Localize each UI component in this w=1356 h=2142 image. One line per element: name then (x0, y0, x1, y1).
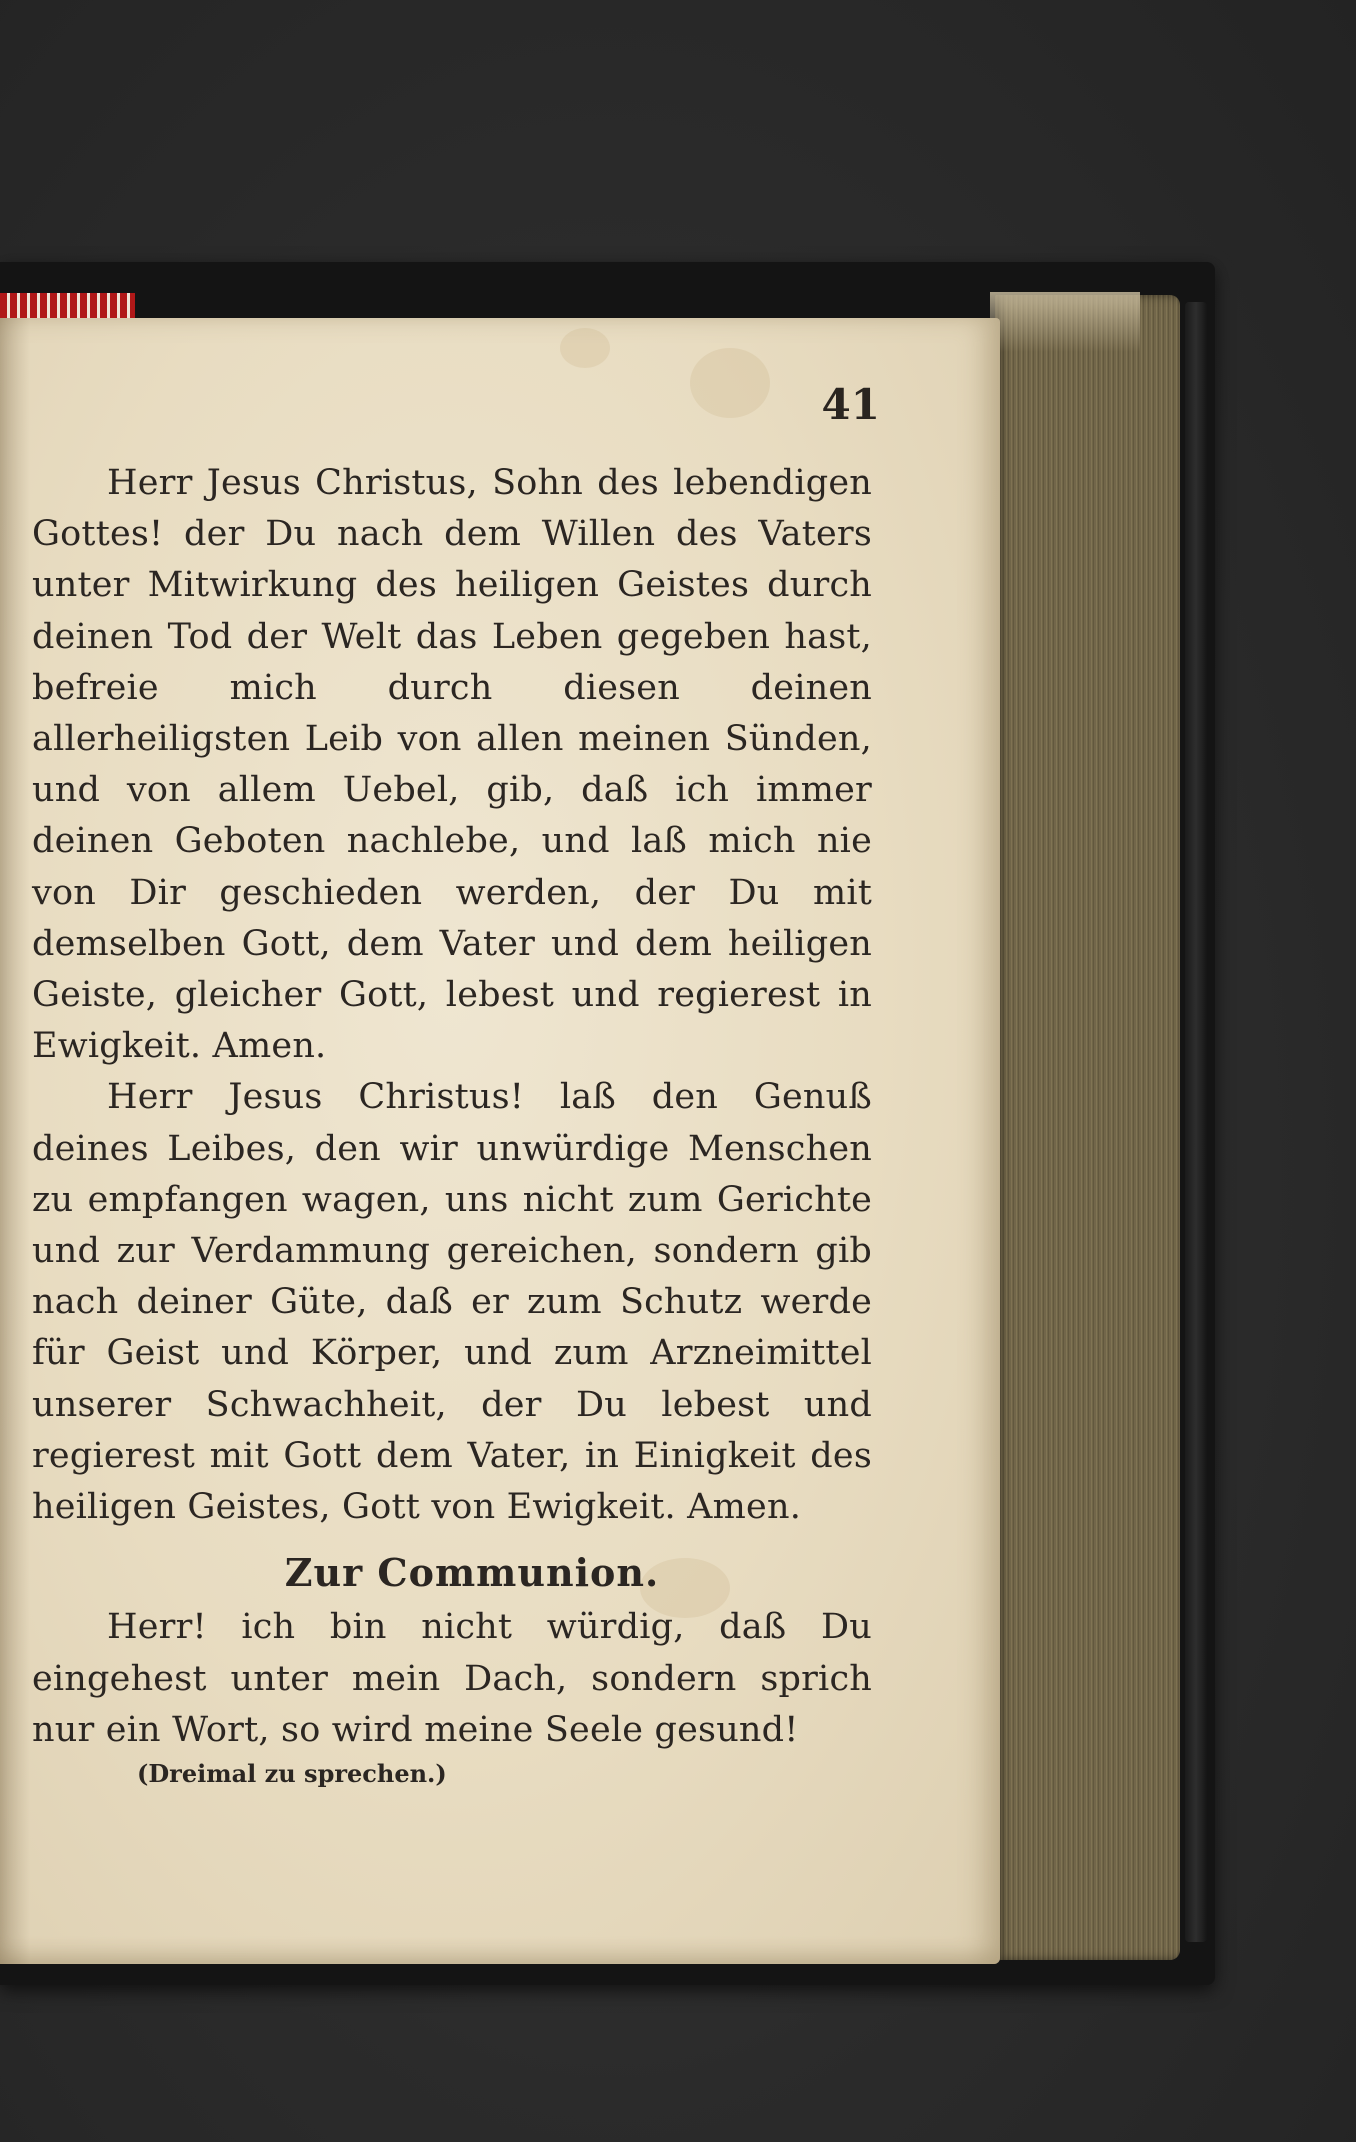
page-text (32, 458, 872, 1790)
prayer-paragraph: Herr Jesus Christus, Sohn des lebendigen Gottes! der Du nach dem Willen des Vaters unter Mitwirkung des heiligen Geistes durch deinen Tod der Welt das Leben gegeben hast, befreie mich durch diesen deinen allerheiligsten Leib von allen meinen Sünden, und von allem Uebel, gib, daß ich immer deinen Geboten nachlebe, und laß mich nie von Dir geschieden werden, der Du mit demselben Gott, dem Vater und dem heiligen Geiste, gleicher Gott, lebest und regierest in Ewigkeit. Amen. (32, 463, 872, 1067)
page-stain (560, 328, 610, 368)
page-stain (690, 348, 770, 418)
page-number: 41 (821, 380, 880, 429)
prayer-paragraph: Herr Jesus Christus! laß den Genuß deines Leibes, den wir unwürdige Menschen zu empfangen wagen, uns nicht zum Gerichte und zur Verdammung gereichen, sondern gib nach deiner Güte, daß er zum Schutz werde für Geist und Körper, und zum Arzneimittel unserer Schwachheit, der Du lebest und regierest mit Gott dem Vater, in Einigkeit des heiligen Geistes, Gott von Ewigkeit. Amen. (32, 1077, 872, 1528)
page-edges-top (990, 292, 1140, 352)
cover-edge (1185, 302, 1207, 1942)
communion-paragraph: Herr! ich bin nicht würdig, daß Du eingehest unter mein Dach, sondern sprich nur ein Wort, so wird meine Seele gesund! (32, 1607, 872, 1750)
page-edges (995, 295, 1180, 1960)
instruction-note: (Dreimal zu sprechen.) (137, 1759, 447, 1789)
section-heading: Zur Communion. (284, 1550, 660, 1596)
book-page (0, 318, 1000, 1964)
gutter-shadow (0, 318, 30, 1964)
